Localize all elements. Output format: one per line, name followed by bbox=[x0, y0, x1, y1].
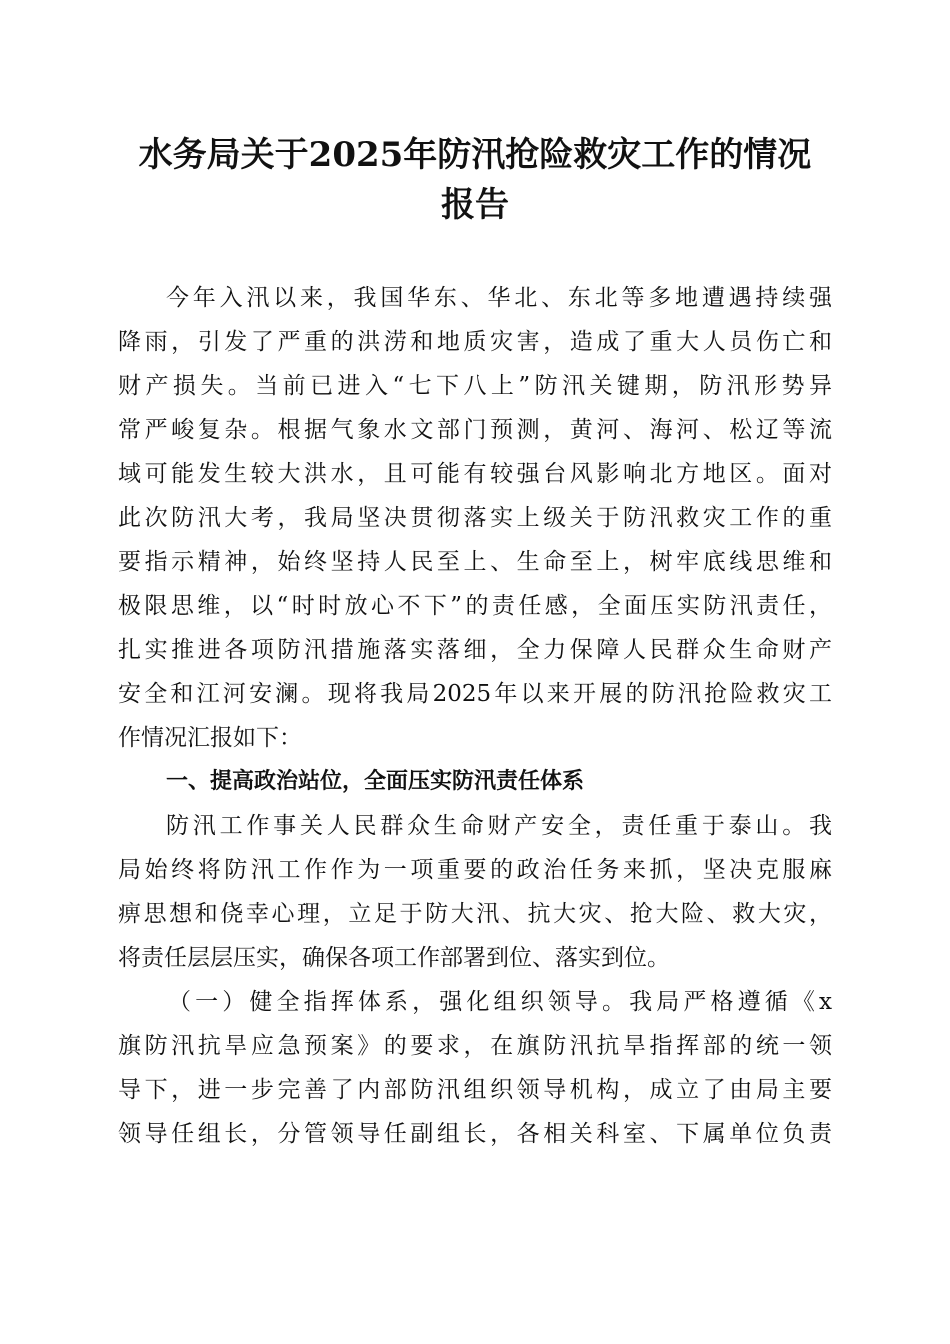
paragraph-line: 局始终将防汛工作作为一项重要的政治任务来抓，坚决克服麻 bbox=[118, 857, 832, 883]
section-paragraph bbox=[118, 804, 832, 980]
section-heading: 一、提高政治站位，全面压实防汛责任体系 bbox=[166, 769, 585, 794]
paragraph-line: 作情况汇报如下： bbox=[118, 725, 302, 751]
title-line-1: 水务局关于2025年防汛抢险救灾工作的情况 bbox=[138, 135, 812, 175]
paragraph-line: 旗防汛抗旱应急预案》的要求，在旗防汛抗旱指挥部的统一领 bbox=[118, 1033, 832, 1059]
subsection-paragraph bbox=[118, 980, 832, 1156]
paragraph-line: 财产损失。当前已进入“七下八上”防汛关键期，防汛形势异 bbox=[118, 373, 832, 399]
paragraph-line: 域可能发生较大洪水，且可能有较强台风影响北方地区。面对 bbox=[118, 461, 832, 487]
paragraph-line: 常严峻复杂。根据气象水文部门预测，黄河、海河、松辽等流 bbox=[118, 417, 832, 443]
document-body bbox=[118, 276, 832, 1156]
paragraph-line: 今年入汛以来，我国华东、华北、东北等多地遭遇持续强 bbox=[166, 285, 832, 311]
paragraph-line: 降雨，引发了严重的洪涝和地质灾害，造成了重大人员伤亡和 bbox=[118, 329, 832, 355]
intro-paragraph bbox=[118, 276, 832, 760]
paragraph-line: 导下，进一步完善了内部防汛组织领导机构，成立了由局主要 bbox=[118, 1077, 832, 1103]
paragraph-line: 领导任组长，分管领导任副组长，各相关科室、下属单位负责 bbox=[118, 1121, 832, 1147]
paragraph-line: 扎实推进各项防汛措施落实落细，全力保障人民群众生命财产 bbox=[118, 637, 832, 663]
title-line-2: 报告 bbox=[441, 185, 509, 225]
document-title bbox=[110, 130, 840, 230]
paragraph-line: 将责任层层压实，确保各项工作部署到位、落实到位。 bbox=[118, 945, 670, 971]
paragraph-line: 痹思想和侥幸心理，立足于防大汛、抗大灾、抢大险、救大灾， bbox=[118, 901, 832, 927]
subsection-heading-line: （一）健全指挥体系，强化组织领导。我局严格遵循《x bbox=[168, 989, 832, 1015]
paragraph-line: 要指示精神，始终坚持人民至上、生命至上，树牢底线思维和 bbox=[118, 549, 832, 575]
paragraph-line: 安全和江河安澜。现将我局2025年以来开展的防汛抢险救灾工 bbox=[118, 681, 832, 707]
paragraph-line: 防汛工作事关人民群众生命财产安全，责任重于泰山。我 bbox=[166, 813, 832, 839]
paragraph-line: 此次防汛大考，我局坚决贯彻落实上级关于防汛救灾工作的重 bbox=[118, 505, 832, 531]
paragraph-line: 极限思维，以“时时放心不下”的责任感，全面压实防汛责任， bbox=[118, 593, 832, 619]
